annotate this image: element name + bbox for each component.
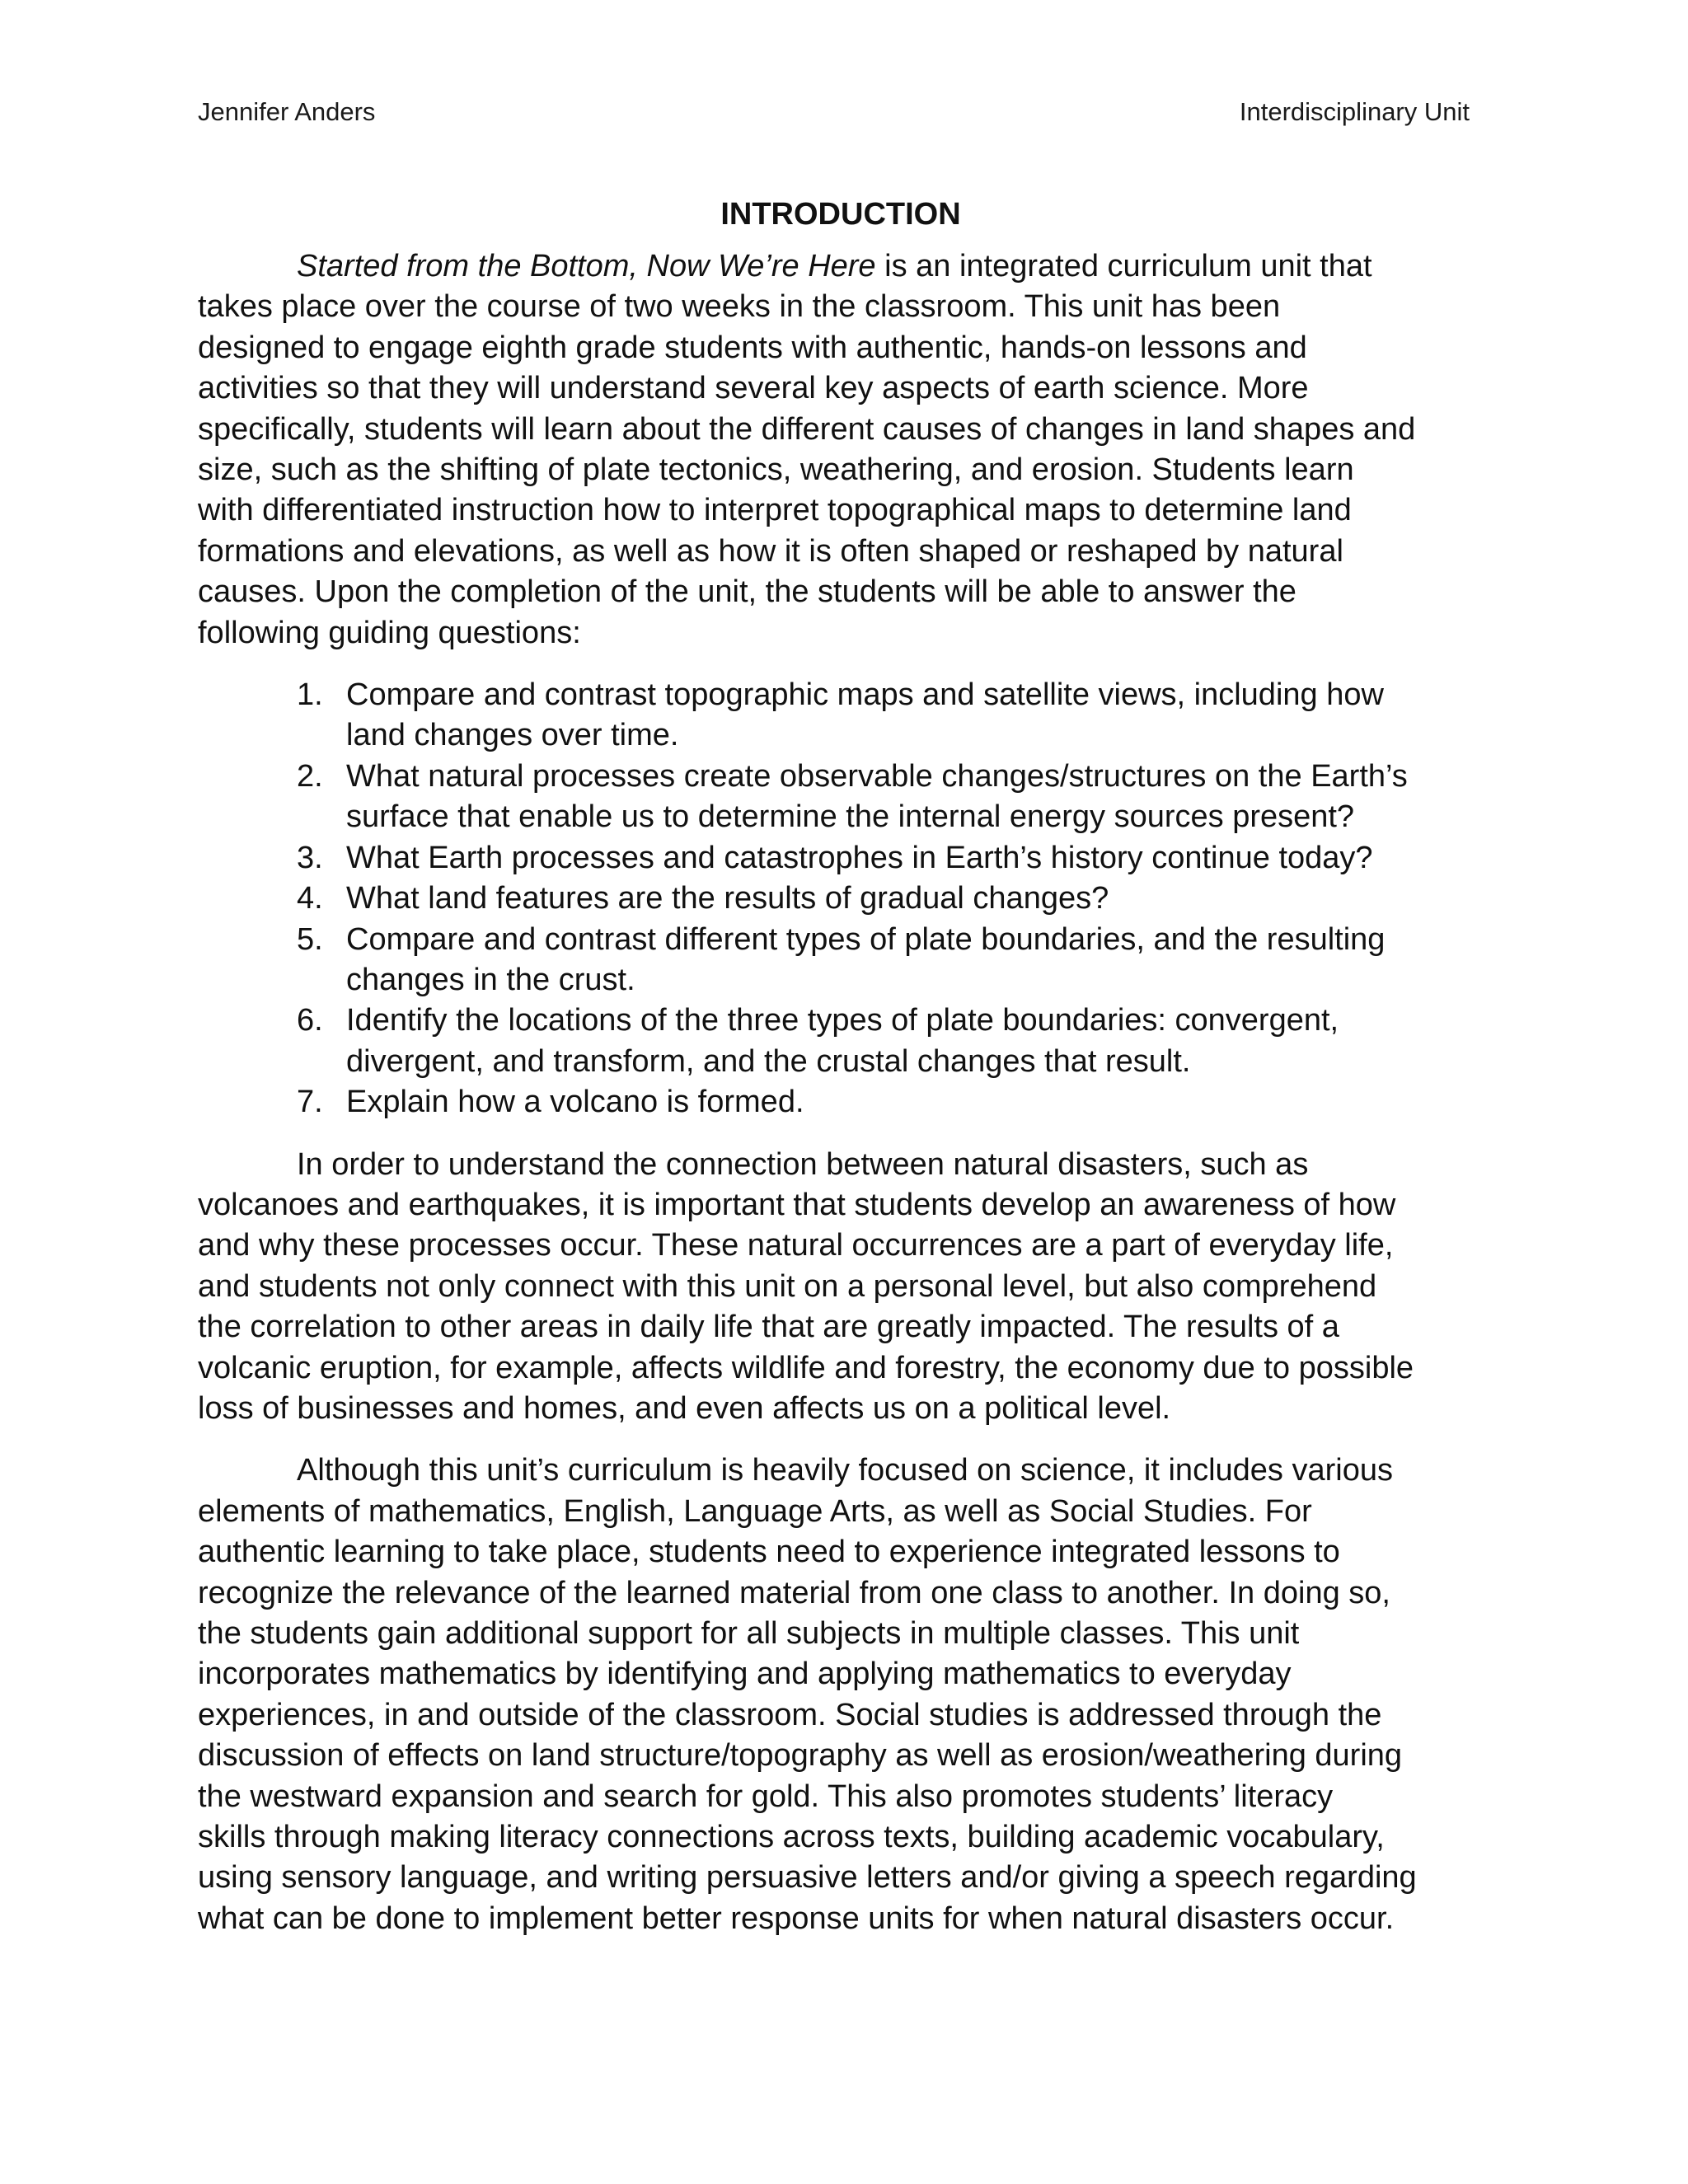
list-number: 6. — [297, 1003, 323, 1038]
list-item — [198, 675, 1484, 757]
list-item-line: Explain how a volcano is formed. — [346, 1085, 804, 1120]
list-number: 7. — [297, 1085, 323, 1120]
paragraph-line: loss of businesses and homes, and even affects us on a political level. — [198, 1390, 1171, 1426]
list-item — [198, 879, 1484, 919]
context-paragraph — [198, 1145, 1484, 1430]
paragraph-line: and students not only connect with this unit on a personal level, but also comprehend — [198, 1268, 1377, 1304]
paragraph-line: skills through making literacy connections across texts, building academic vocabulary, — [198, 1820, 1385, 1855]
list-item-line: Identify the locations of the three types of plate boundaries: convergent, — [346, 1003, 1339, 1038]
curriculum-paragraph — [198, 1451, 1484, 1939]
list-item-line: What land features are the results of gradual changes? — [346, 881, 1109, 916]
list-number: 2. — [297, 758, 323, 794]
unit-title: Started from the Bottom, Now We’re Here — [297, 249, 876, 284]
paragraph-line: volcanic eruption, for example, affects wildlife and forestry, the economy due to possible — [198, 1350, 1414, 1385]
list-item-line: surface that enable us to determine the internal energy sources present? — [346, 799, 1355, 835]
intro-line: following guiding questions: — [198, 615, 581, 650]
intro-line — [198, 246, 1484, 287]
guiding-questions-list — [198, 675, 1484, 1122]
paragraph-line: the westward expansion and search for gold. This also promotes students’ literacy — [198, 1779, 1334, 1814]
paragraph-line: the correlation to other areas in daily life that are greatly impacted. The results of a — [198, 1310, 1339, 1345]
list-item-line: land changes over time. — [346, 718, 679, 753]
paragraph-line: authentic learning to take place, students need to experience integrated lessons to — [198, 1535, 1340, 1570]
intro-paragraph — [198, 246, 1484, 654]
intro-line: formations and elevations, as well as how it is often shaped or reshaped by natural — [198, 533, 1343, 569]
paragraph-line: volcanoes and earthquakes, it is important that students develop an awareness of how — [198, 1187, 1396, 1222]
page-title: INTRODUCTION — [720, 197, 961, 232]
paragraph-line: In order to understand the connection between natural disasters, such as — [297, 1146, 1309, 1182]
list-item — [198, 838, 1484, 879]
list-item-line: Compare and contrast different types of plate boundaries, and the resulting — [346, 921, 1386, 957]
list-number: 3. — [297, 840, 323, 875]
paragraph-line: elements of mathematics, English, Language Arts, as well as Social Studies. For — [198, 1493, 1312, 1529]
intro-line: specifically, students will learn about the different causes of changes in land shapes and — [198, 411, 1416, 447]
list-item-line: What natural processes create observable changes/structures on the Earth’s — [346, 758, 1408, 794]
header-unit-label: Interdisciplinary Unit — [1239, 97, 1470, 126]
list-number: 5. — [297, 921, 323, 957]
paragraph-line: incorporates mathematics by identifying and applying mathematics to everyday — [198, 1657, 1292, 1692]
intro-line: activities so that they will understand several key aspects of earth science. More — [198, 371, 1309, 406]
intro-line: with differentiated instruction how to interpret topographical maps to determine land — [198, 493, 1352, 528]
paragraph-line: experiences, in and outside of the classroom. Social studies is addressed through the — [198, 1697, 1382, 1732]
paragraph-line: what can be done to implement better response units for when natural disasters occur. — [198, 1900, 1395, 1936]
intro-line: size, such as the shifting of plate tectonics, weathering, and erosion. Students learn — [198, 452, 1354, 488]
intro-line: causes. Upon the completion of the unit, the students will be able to answer the — [198, 574, 1296, 610]
intro-line-rest: is an integrated curriculum unit that — [875, 249, 1372, 284]
list-number: 4. — [297, 881, 323, 916]
running-header — [198, 97, 1470, 138]
paragraph-line: using sensory language, and writing persuasive letters and/or giving a speech regarding — [198, 1860, 1417, 1896]
list-item-line: changes in the crust. — [346, 962, 635, 997]
paragraph-line: and why these processes occur. These natural occurrences are a part of everyday life, — [198, 1228, 1394, 1263]
header-author: Jennifer Anders — [198, 97, 376, 126]
intro-line: designed to engage eighth grade students with authentic, hands-on lessons and — [198, 330, 1307, 365]
list-item-line: Compare and contrast topographic maps and satellite views, including how — [346, 677, 1384, 713]
list-item — [198, 920, 1484, 1001]
list-item — [198, 757, 1484, 838]
list-item-line: What Earth processes and catastrophes in Earth’s history continue today? — [346, 840, 1373, 875]
list-number: 1. — [297, 677, 323, 713]
paragraph-line: Although this unit’s curriculum is heavily focused on science, it includes various — [297, 1453, 1393, 1488]
paragraph-line: recognize the relevance of the learned material from one class to another. In doing so, — [198, 1575, 1390, 1610]
paragraph-line: discussion of effects on land structure/topography as well as erosion/weathering during — [198, 1738, 1403, 1774]
intro-line: takes place over the course of two weeks in the classroom. This unit has been — [198, 289, 1281, 325]
list-item — [198, 1082, 1484, 1122]
document-body — [198, 192, 1484, 1961]
list-item — [198, 1001, 1484, 1082]
list-item-line: divergent, and transform, and the crustal changes that result. — [346, 1043, 1191, 1079]
paragraph-line: the students gain additional support for all subjects in multiple classes. This unit — [198, 1616, 1300, 1651]
